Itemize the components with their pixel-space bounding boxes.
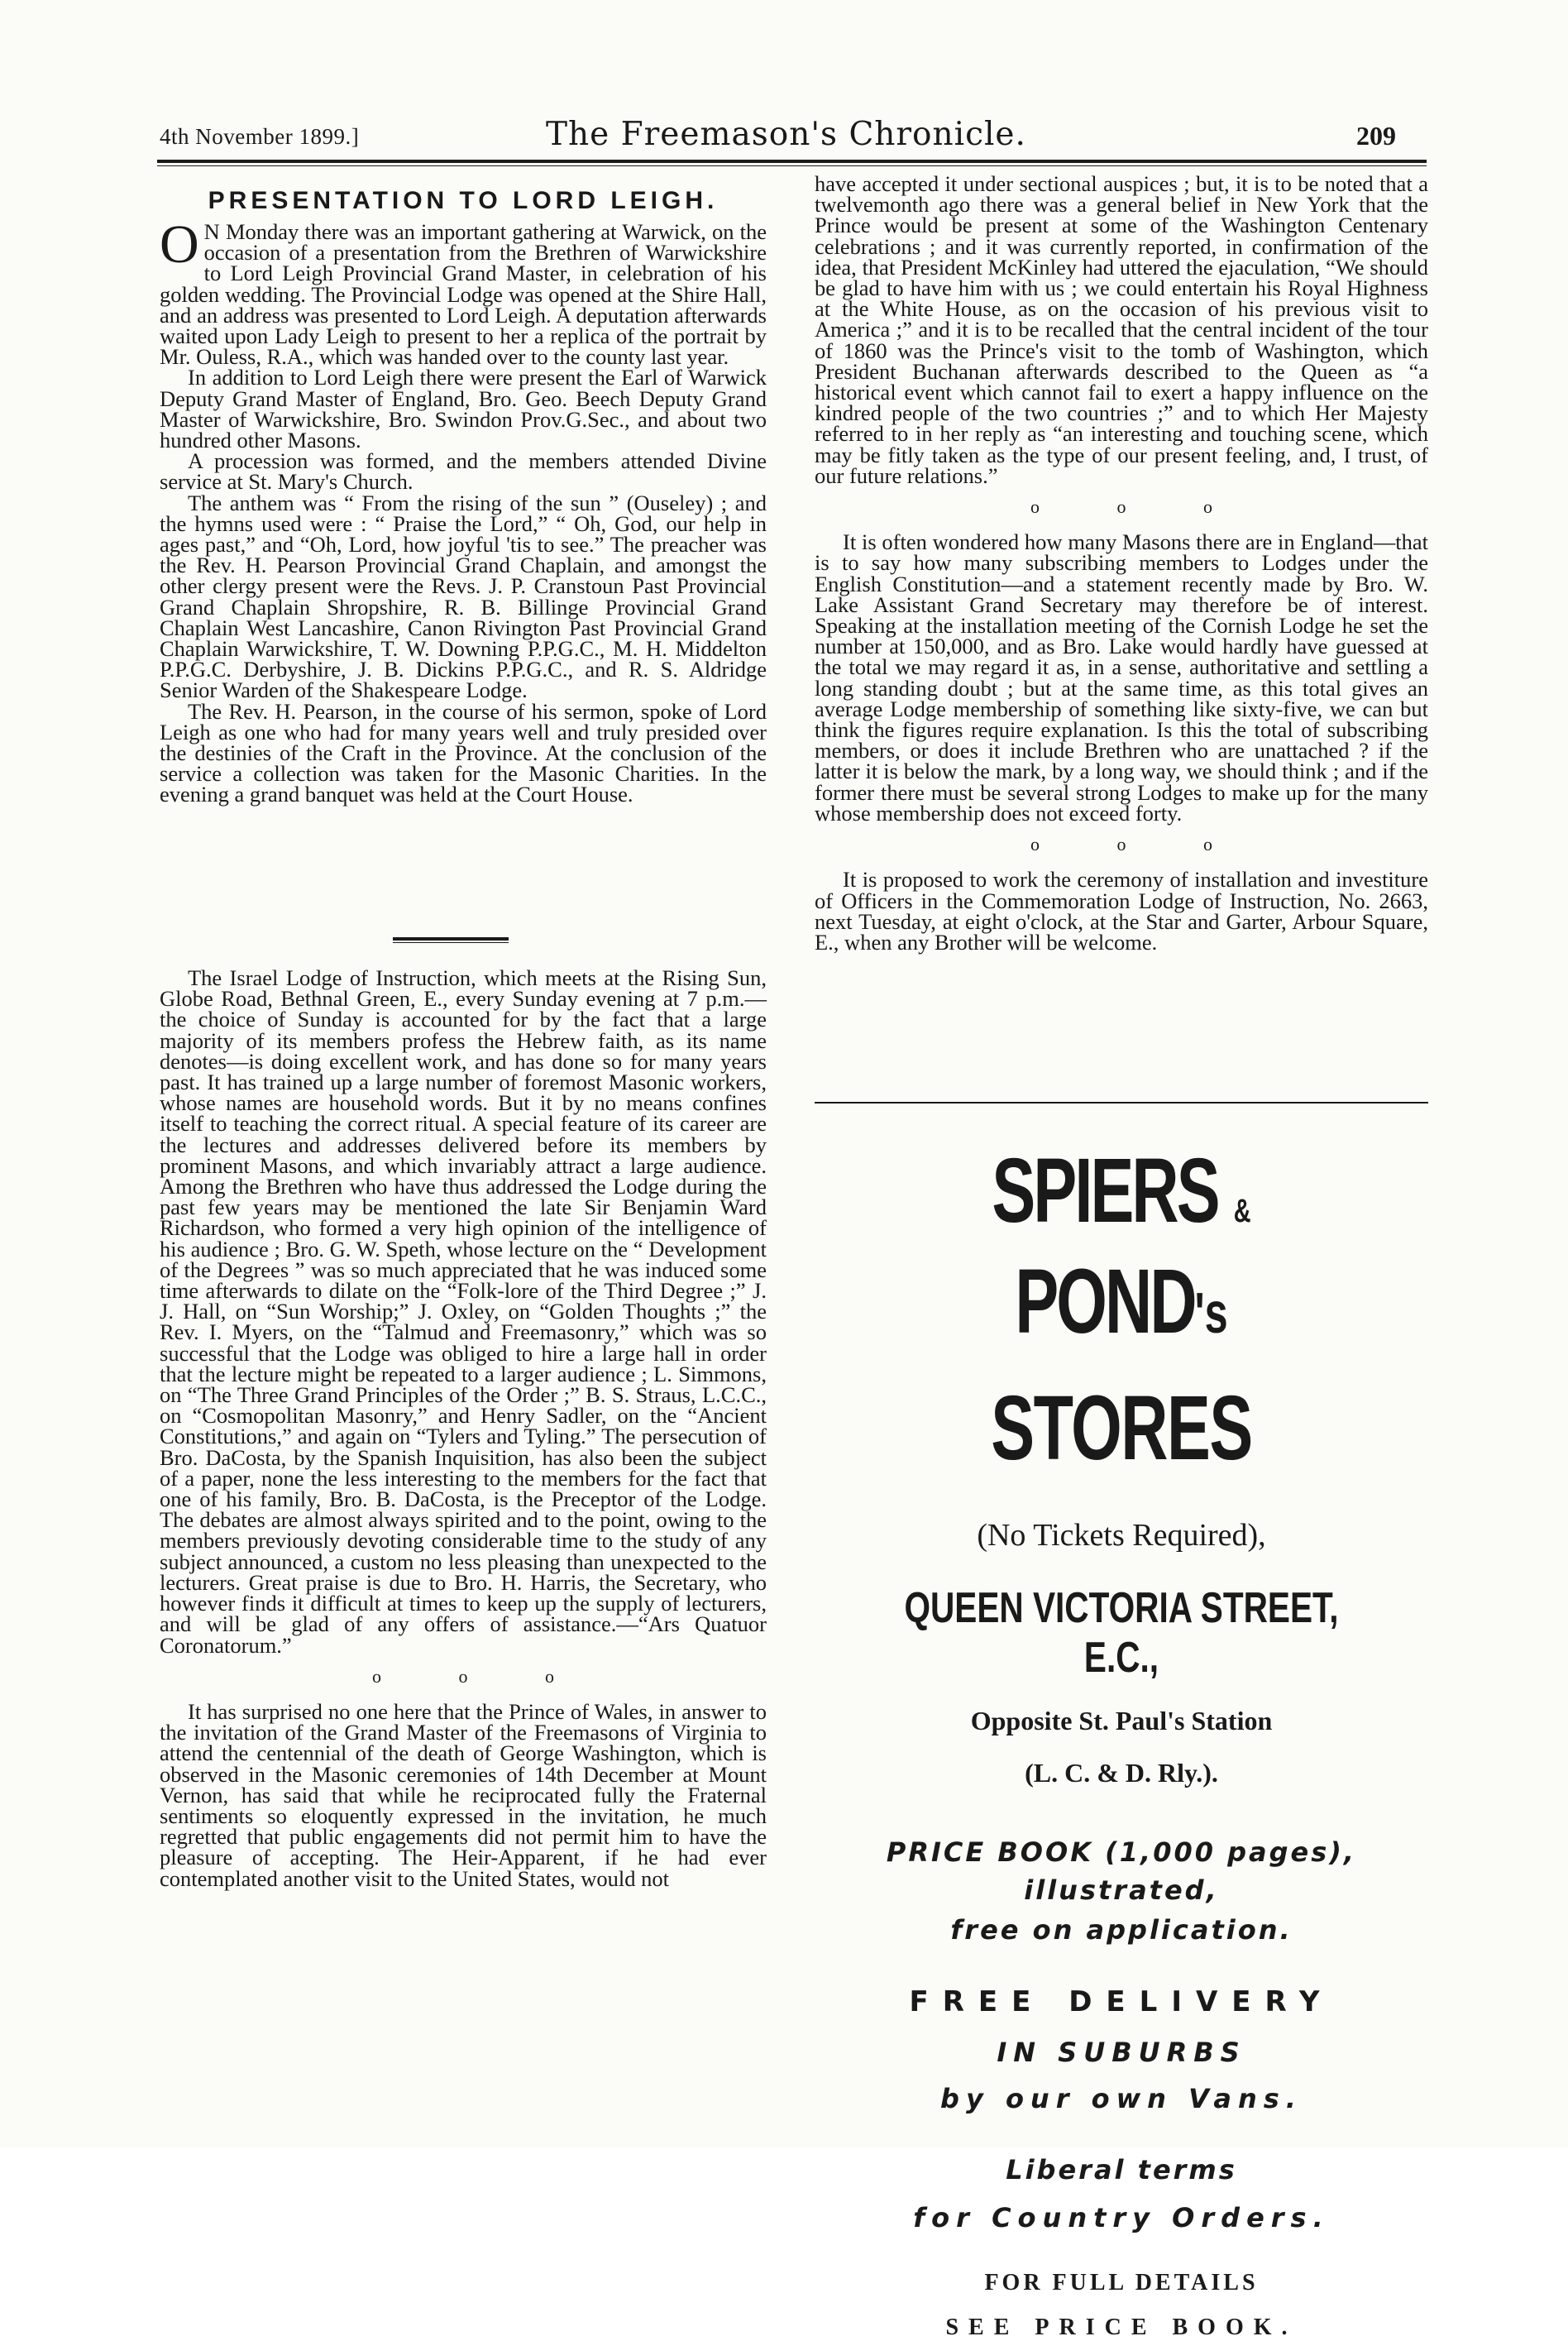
note-divider: o o o <box>1030 496 1249 518</box>
ad-brand: SPIERS & POND's <box>992 1140 1251 1352</box>
masthead-title: The Freemason's Chronicle. <box>546 116 1026 153</box>
note-israel-lodge: The Israel Lodge of Instruction, which meets at the Rising Sun, Globe Road, Bethnal Green, E., every Sunday evening at 7 p.m.—the choice of Sunday is accounted for by the fact that a large majority of its members profess the Hebrew faith, as its name denotes—is doing excellent work, and has done so for many years past. It has trained up a large number of foremost Masonic workers, whose names are household words. But it by no means confines itself to teaching the correct ritual. A special feature of its career are the lectures and addresses delivered before its members by prominent Masons, and which invariably attract a large audience. Among the Brethren who have thus addressed the Lodge during the past few years may be mentioned the late Sir Benjamin Ward Richardson, who formed a very high opinion of the intelligence of his audience ; Bro. G. W. Speth, whose lecture on the “ Development of the Degrees ” was so much appreciated that he was induced some time afterwards to dilate on the “Folk-lore of the Third Degree ;” J. J. Hall, on “Sun Worship;” J. Oxley, on “Golden Thoughts ;” the Rev. I. Myers, on the “Talmud and Freemasonry,” which was so successful that the Lodge was obliged to hire a large hall in order that the lecture might be repeated to a larger audience ; L. Simmons, on “The Three Grand Principles of the Order ;” B. S. Straus, L.C.C., on “Cosmopolitan Masonry,” and Henry Sadler, on the “Ancient Constitutions,” and again on “Tylers and Tyling.” The persecution of Bro. DaCosta, by the Spanish Inquisition, has also been the subject of a paper, none the less interesting to the members for the fact that one of his family, Bro. B. DaCosta, is the Preceptor of the Lodge. The debates are almost always spirited and to the point, owing to the members previously devoting considerable time to the study of any subject announced, a custom no less pleasing than unexpected to the lecturers. Great praise is due to Bro. H. Harris, the Secretary, who however finds it difficult at times to keep up the supply of lecturers, and will be glad of any offers of assistance.—“Ars Quatuor Coronatorum.” <box>160 965 767 1658</box>
ad-street: QUEEN VICTORIA STREET, E.C., <box>904 1584 1339 1682</box>
section-separator-thin <box>393 942 509 943</box>
note-divider: o o o <box>372 1665 590 1687</box>
drop-cap: O <box>160 214 199 275</box>
ad-country-orders: for Country Orders. <box>913 2202 1330 2233</box>
ad-railway: (L. C. & D. Rly.). <box>1025 1758 1218 1788</box>
ad-free-application: free on application. <box>950 1914 1293 1946</box>
advertisement <box>815 1140 1428 2341</box>
article-paragraph-4: The anthem was “ From the rising of the sun ” (Ouseley) ; and the hymns used were : “ Praise the Lord,” “ Oh, God, our help in ages past,” and “Oh, Lord, how joyful 'tis to see.” The preacher was the Rev. H. Pearson Provincial Grand Chaplain, and amongst the other clergy present were the Revs. J. P. Cranstoun Past Provincial Grand Chaplain Shropshire, R. B. Billinge Provincial Grand Chaplain West Lancashire, Canon Rivington Past Provincial Grand Chaplain Warwickshire, T. W. Downing P.P.G.C., M. H. Middelton P.P.G.C. Derbyshire, J. B. Dickins P.P.G.C., and R. S. Aldridge Senior Warden of the Shakespeare Lodge. <box>160 490 767 703</box>
issue-date: 4th November 1899.] <box>160 124 360 149</box>
header-rule <box>157 160 1427 163</box>
ad-liberal-terms: Liberal terms <box>1006 2154 1237 2185</box>
note-mason-numbers: It is often wondered how many Masons there are in England—that is to say how many subscribing members to Lodges under the English Constitution—and a statement recently made by Bro. W. Lake Assistant Grand Secretary may therefore be of interest. Speaking at the installation meeting of the Cornish Lodge he set the number at 150,000, and as Bro. Lake would hardly have guessed at the total we may regard it as, in a sense, authoritative and settling a long standing doubt ; but at the same time, as this total gives an average Lodge membership of something like sixty-five, we can but think the figures require explanation. Is this the total of subscribing members, or does it include Brethren who are unattached ? if the latter it is below the mark, by a long way, we should think ; and if the former there must be several strong Lodges to make up for the many whose membership does not exceed forty. <box>815 529 1428 826</box>
page-number: 209 <box>1356 121 1396 151</box>
ad-no-tickets: (No Tickets Required), <box>977 1518 1266 1553</box>
article-paragraph-5: The Rev. H. Pearson, in the course of his sermon, spoke of Lord Leigh as one who had for many years well and truly presided over the destinies of the Craft in the Province. At the conclusion of the service a collection was taken for the Masonic Charities. In the evening a grand banquet was held at the Court House. <box>160 698 767 807</box>
note-divider: o o o <box>1030 834 1249 855</box>
article-paragraph-1: O N Monday there was an important gathering at Warwick, on the occasion of a presentation from the Brethren of Warwickshire to Lord Leigh Provincial Grand Master, in celebration of his golden wedding. The Provincial Lodge was opened at the Shire Hall, and an address was presented to Lord Leigh. A deputation afterwards waited upon Lady Leigh to present to her a replica of the portrait by Mr. Ouless, R.A., which was handed over to the county last year. <box>160 214 767 370</box>
section-separator <box>393 937 509 941</box>
ad-opposite: Opposite St. Paul's Station <box>970 1706 1273 1735</box>
advertisement-rule <box>815 1102 1428 1103</box>
header-rule-thin <box>157 165 1427 166</box>
notes-left-column <box>160 965 767 1891</box>
notes-right-column <box>815 171 1428 955</box>
ad-full-details: FOR FULL DETAILS <box>984 2270 1259 2296</box>
ad-vans: by our own Vans. <box>940 2083 1303 2114</box>
note-prince-continued: have accepted it under sectional auspices ; but, it is to be noted that a twelvemonth ago there was a general belief in New York that the Prince would be present at some of the Washington Centenary celebrations ; and it was currently reported, in confirmation of the idea, that President McKinley had uttered the ejaculation, “We should be glad to have him with us ; we could entertain his Royal Highness at the White House, as on the occasion of his previous visit to America ;” and it is to be recalled that the central incident of the tour of 1860 was the Prince's visit to the tomb of Washington, which President Buchanan afterwards described to the Queen as “a historical event which cannot fail to exert a happy influence on the kindred people of the two countries ;” and to which Her Majesty referred to in her reply as “an interesting and touching scene, which may be fitly taken as the type of our present feeling, and, I trust, of our future relations.” <box>815 171 1428 488</box>
ad-price-book: PRICE BOOK (1,000 pages), <box>886 1836 1357 1868</box>
ad-suburbs: IN SUBURBS <box>997 2037 1246 2068</box>
ad-illustrated: illustrated, <box>1024 1874 1219 1906</box>
ad-stores: STORES <box>991 1377 1252 1479</box>
note-installation: It is proposed to work the ceremony of installation and investiture of Officers in the Commemoration Lodge of Instruction, No. 2663, next Tuesday, at eight o'clock, at the Star and Garter, Arbour Square, E., when any Brother will be welcome. <box>815 867 1428 955</box>
article-paragraph-2: In addition to Lord Leigh there were present the Earl of Warwick Deputy Grand Master of England, Bro. Geo. Beech Deputy Grand Master of Warwickshire, Bro. Swindon Prov.G.Sec., and about two hundred other Masons. <box>160 365 767 453</box>
article-paragraph-3: A procession was formed, and the members attended Divine service at St. Mary's Church. <box>160 448 767 495</box>
ad-see-price-book: SEE PRICE BOOK. <box>945 2315 1298 2340</box>
note-prince-of-wales: It has surprised no one here that the Prince of Wales, in answer to the invitation of the Grand Master of the Freemasons of Virginia to attend the centennial of the death of George Washington, which is observed in the Masonic ceremonies of 14th December at Mount Vernon, has said that while he reciprocated fully the Fraternal sentiments so eloquently expressed in the invitation, he much regretted that public engagements did not permit him to have the pleasure of accepting. The Heir-Apparent, if he had ever contemplated another visit to the United States, would not <box>160 1698 767 1891</box>
ad-free-delivery: FREE DELIVERY <box>909 1985 1334 2018</box>
article-title: PRESENTATION TO LORD LEIGH. <box>208 187 719 214</box>
article-body <box>160 214 767 807</box>
